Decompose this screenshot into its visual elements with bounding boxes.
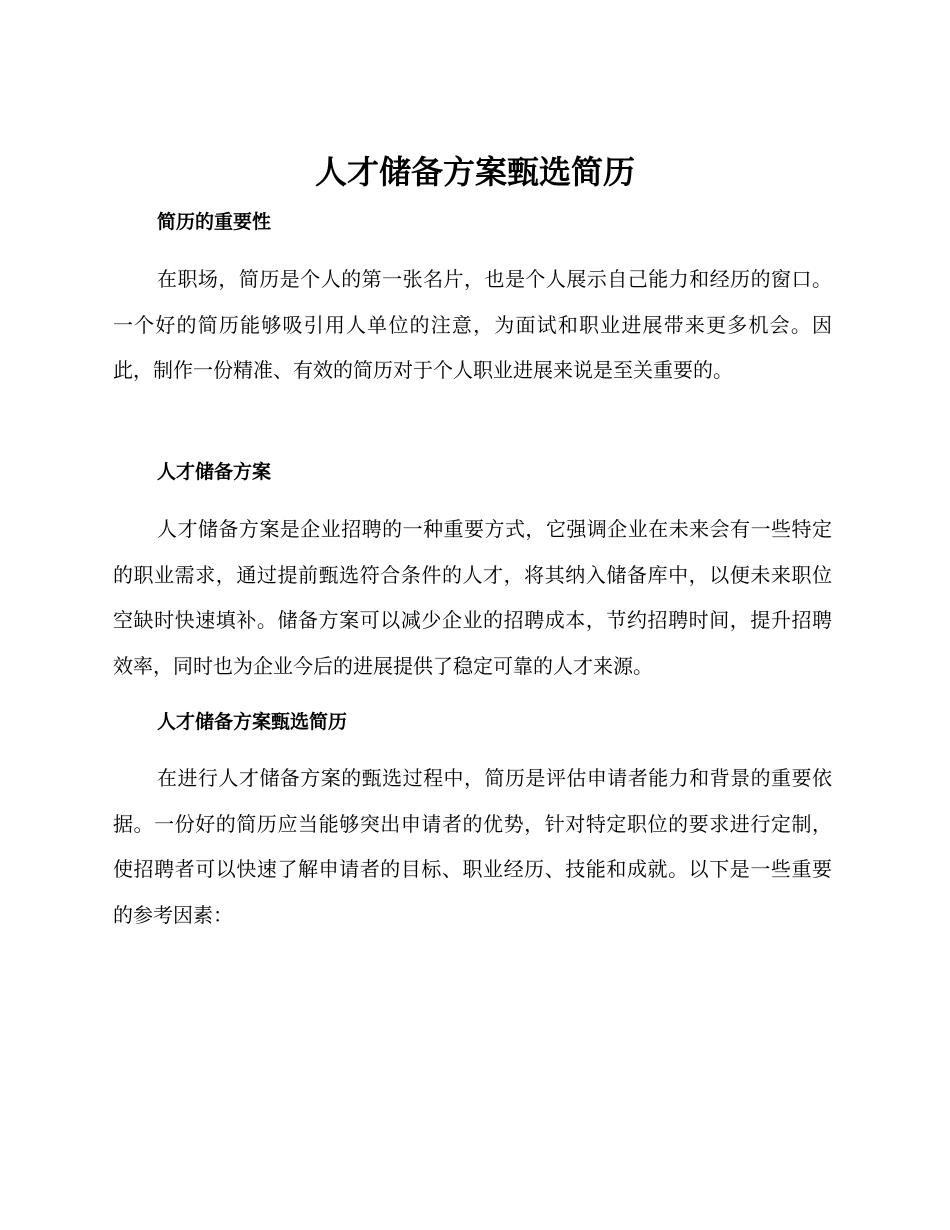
section-paragraph-importance: 在职场，简历是个人的第一张名片，也是个人展示自己能力和经历的窗口。一个好的简历能够吸引用人单位的注意，为面试和职业进展带来更多机会。因此，制作一份精准、有效的简历对于个人职业进展来说是至关重要的。 [113, 267, 832, 382]
document-title: 人才储备方案甄选简历 [314, 153, 635, 191]
section-heading-importance: 简历的重要性 [157, 211, 272, 233]
section-paragraph-resume-screening: 在进行人才储备方案的甄选过程中，简历是评估申请者能力和背景的重要依据。一份好的简历应当能够突出申请者的优势，针对特定职位的要求进行定制，使招聘者可以快速了解申请者的目标、职业经历、技能和成就。以下是一些重要的参考因素： [113, 766, 832, 927]
section-heading-reserve-plan: 人才储备方案 [157, 461, 272, 483]
section-heading-resume-screening: 人才储备方案甄选简历 [157, 711, 348, 733]
section-paragraph-reserve-plan: 人才储备方案是企业招聘的一种重要方式，它强调企业在未来会有一些特定的职业需求，通过提前甄选符合条件的人才，将其纳入储备库中，以便未来职位空缺时快速填补。储备方案可以减少企业的招聘成本，节约招聘时间，提升招聘效率，同时也为企业今后的进展提供了稳定可靠的人才来源。 [113, 517, 832, 678]
